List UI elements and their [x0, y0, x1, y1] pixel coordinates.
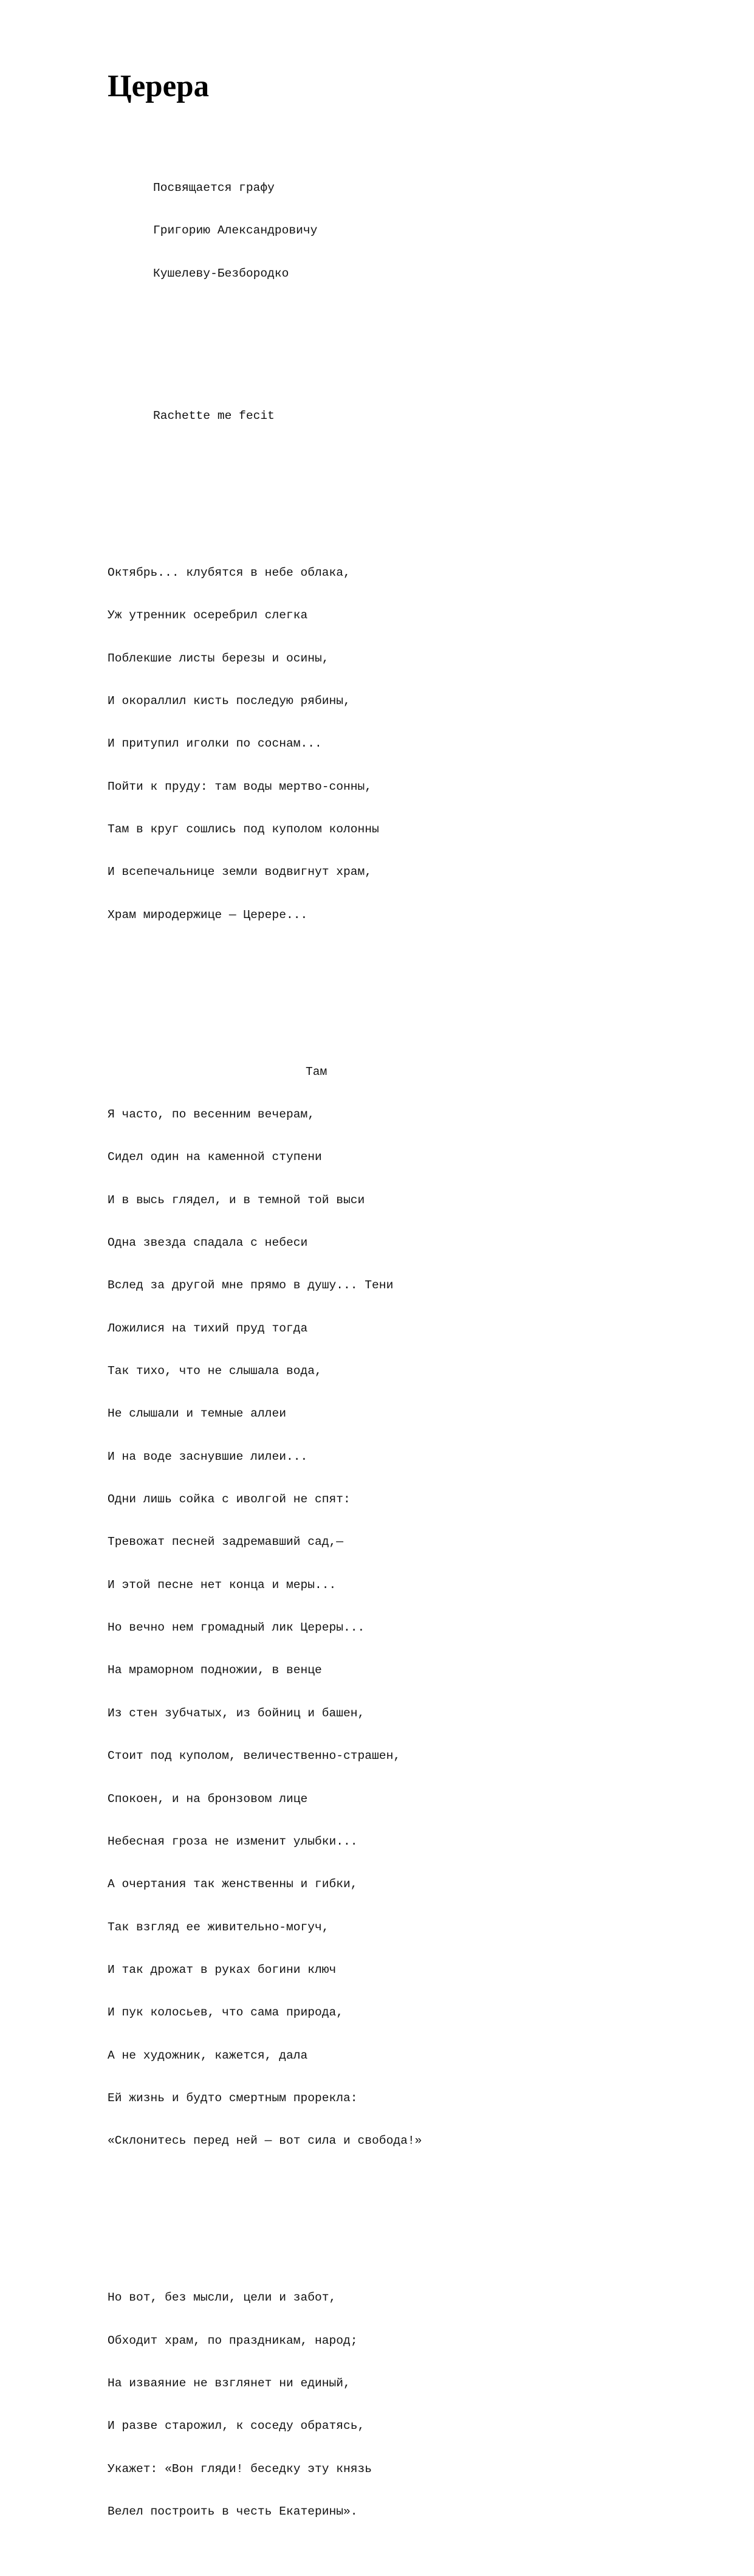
stanza-2 — [108, 1037, 422, 2177]
verse-line: Стоит под куполом, величественно-страшен, — [108, 1749, 401, 1763]
verse-line: И так дрожат в руках богини ключ — [108, 1963, 337, 1977]
verse-line: Храм миродержице — Церере... — [108, 908, 308, 922]
blank-line — [108, 480, 422, 494]
verse-line: И на воде заснувшие лилеи... — [108, 1449, 308, 1463]
verse-line: Октябрь... клубятся в небе облака, — [108, 565, 351, 579]
verse-line: Но вот, без мысли, цели и забот, — [108, 2291, 337, 2305]
verse-line: И этой песне нет конца и меры... — [108, 1578, 337, 1592]
verse-line: И всепечальнице земли водвигнут храм, — [108, 865, 372, 879]
poem-title: Церера — [108, 69, 210, 103]
verse-line: Не слышали и темные аллеи — [108, 1407, 286, 1421]
verse-line: Велел построить в честь Екатерины». — [108, 2504, 358, 2518]
verse-line: Из стен зубчатых, из бойниц и башен, — [108, 1706, 365, 1720]
verse-line: И пук колосьев, что сама природа, — [108, 2006, 344, 2020]
stanza-3 — [108, 2262, 422, 2547]
verse-line: И притупил иголки по соснам... — [108, 737, 322, 751]
dedication — [108, 153, 422, 309]
verse-line: На изваяние не взглянет ни единый, — [108, 2376, 351, 2390]
verse-line: Так взгляд ее живительно-могуч, — [108, 1920, 329, 1934]
verse-line-indented: Там — [306, 1065, 327, 1079]
verse-line: А очертания так женственны и гибки, — [108, 1877, 358, 1891]
blank-line — [108, 338, 422, 352]
verse-line: Пойти к пруду: там воды мертво-сонны, — [108, 779, 372, 793]
verse-line: Там в круг сошлись под куполом колонны — [108, 823, 379, 837]
verse-line: Одни лишь сойка с иволгой не спят: — [108, 1493, 351, 1507]
verse-line: Обходит храм, по праздникам, народ; — [108, 2333, 358, 2347]
verse-line: «Склонитесь перед ней — вот сила и свобода!» — [108, 2134, 422, 2148]
verse-line: Уж утренник осеребрил слегка — [108, 609, 308, 623]
verse-line: Спокоен, и на бронзовом лице — [108, 1792, 308, 1806]
stanza-1 — [108, 537, 422, 951]
verse-line: Так тихо, что не слышала вода, — [108, 1364, 322, 1378]
blank-line — [108, 2206, 422, 2220]
epigraph-line: Rachette me fecit — [153, 409, 275, 423]
dedication-line: Григорию Александровичу — [153, 224, 318, 238]
verse-line: А не художник, кажется, дала — [108, 2048, 308, 2062]
verse-line: Сидел один на каменной ступени — [108, 1150, 322, 1164]
verse-line: Но вечно нем громадный лик Цереры... — [108, 1621, 365, 1635]
verse-line: На мраморном подножии, в венце — [108, 1663, 322, 1677]
verse-line: И окораллил кисть последую рябины, — [108, 694, 351, 708]
verse-line: Поблекшие листы березы и осины, — [108, 651, 329, 665]
verse-line: Укажет: «Вон гляди! беседку эту князь — [108, 2462, 372, 2476]
verse-line: Небесная гроза не изменит улыбки... — [108, 1834, 358, 1848]
blank-line — [108, 979, 422, 993]
verse-line: Ей жизнь и будто смертным прорекла: — [108, 2091, 358, 2105]
verse-line: Я часто, по весенним вечерам, — [108, 1108, 315, 1121]
verse-line: И в высь глядел, и в темной той выси — [108, 1193, 365, 1207]
verse-line: Вслед за другой мне прямо в душу... Тени — [108, 1279, 394, 1293]
verse-line: Ложилися на тихий пруд тогда — [108, 1321, 308, 1335]
dedication-line: Посвящается графу — [153, 181, 275, 195]
poem-body — [108, 124, 422, 2576]
dedication-line: Кушелеву-Безбородко — [153, 266, 289, 280]
verse-line: Одна звезда спадала с небеси — [108, 1236, 308, 1250]
epigraph — [108, 381, 422, 452]
verse-line: Тревожат песней задремавший сад,— — [108, 1535, 344, 1549]
verse-line: И разве старожил, к соседу обратясь, — [108, 2419, 365, 2433]
